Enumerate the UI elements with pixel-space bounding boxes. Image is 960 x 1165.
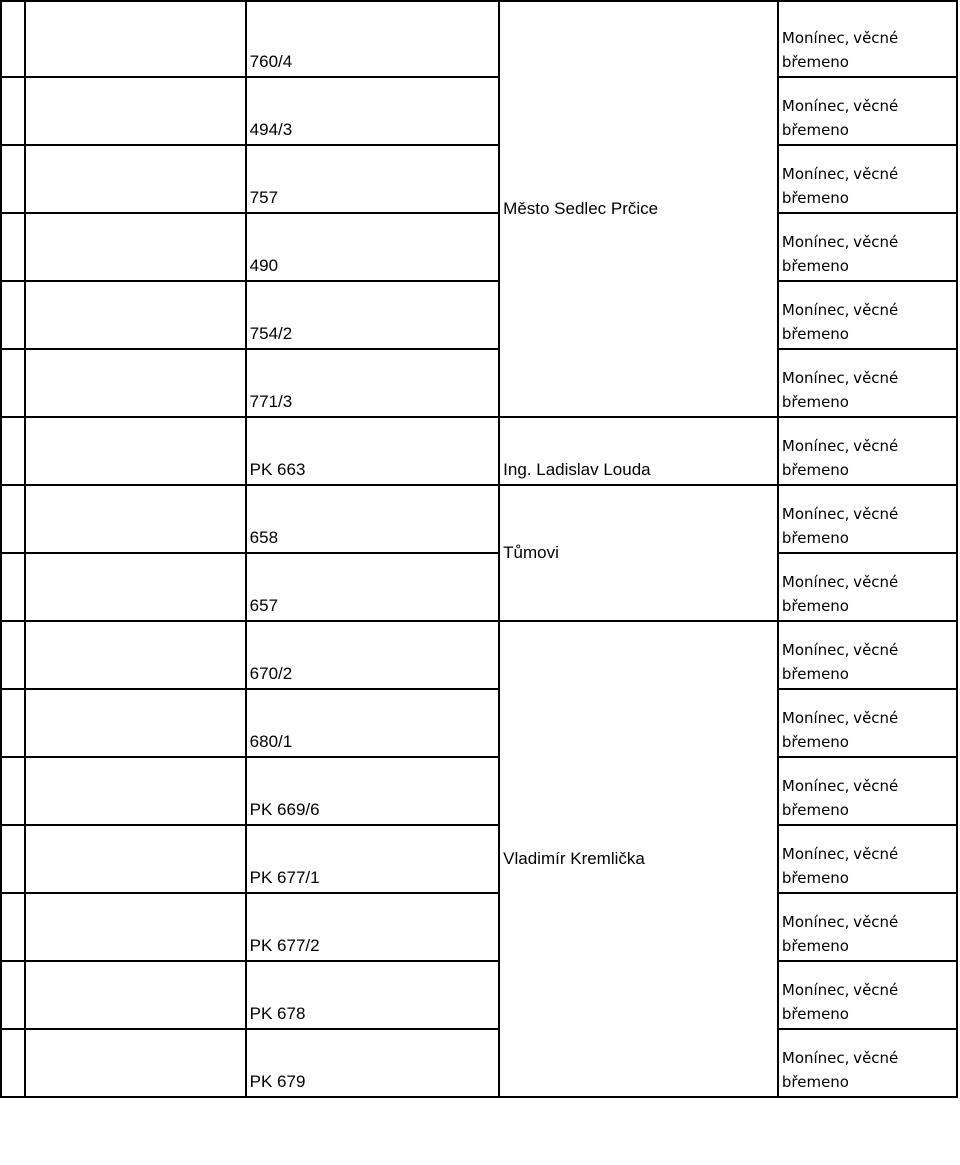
note-line-2: břemeno [781, 1005, 849, 1023]
note-line-2: břemeno [781, 665, 849, 683]
empty-cell [1, 213, 25, 281]
empty-cell [25, 281, 246, 349]
table-row [1, 1029, 957, 1097]
note-line-2: břemeno [781, 937, 849, 955]
empty-cell [1, 145, 25, 213]
table-row [1, 553, 957, 621]
parcel-number: PK 669/6 [246, 757, 500, 825]
parcel-number: PK 679 [246, 1029, 500, 1097]
empty-cell [1, 349, 25, 417]
table-row [1, 213, 957, 281]
note-line-2: břemeno [781, 801, 849, 819]
empty-cell [25, 757, 246, 825]
note-line-2: břemeno [781, 189, 849, 207]
note-line-2: břemeno [781, 529, 849, 547]
note-line-1: Monínec, věcné [781, 641, 899, 659]
parcel-number: PK 663 [246, 417, 500, 485]
parcel-number: 490 [246, 213, 500, 281]
parcel-number: 754/2 [246, 281, 500, 349]
empty-cell [25, 145, 246, 213]
table-row [1, 485, 957, 553]
note-line-1: Monínec, věcné [781, 981, 899, 999]
owner-name: Tůmovi [499, 485, 778, 621]
note-cell [778, 689, 957, 757]
note-cell [778, 1029, 957, 1097]
table-row [1, 757, 957, 825]
table-row [1, 77, 957, 145]
parcel-number: 658 [246, 485, 500, 553]
parcel-number: 657 [246, 553, 500, 621]
note-line-2: břemeno [781, 733, 849, 751]
empty-cell [1, 961, 25, 1029]
note-line-2: břemeno [781, 1073, 849, 1091]
owner-name: Vladimír Kremlička [499, 621, 778, 1097]
parcel-number: 494/3 [246, 77, 500, 145]
note-cell [778, 77, 957, 145]
parcel-number: 757 [246, 145, 500, 213]
table-row [1, 893, 957, 961]
note-line-2: břemeno [781, 461, 849, 479]
empty-cell [25, 417, 246, 485]
note-line-1: Monínec, věcné [781, 301, 899, 319]
note-line-2: břemeno [781, 325, 849, 343]
empty-cell [25, 689, 246, 757]
empty-cell [1, 893, 25, 961]
note-cell [778, 825, 957, 893]
parcel-number: 771/3 [246, 349, 500, 417]
parcel-number: PK 678 [246, 961, 500, 1029]
empty-cell [1, 77, 25, 145]
empty-cell [25, 349, 246, 417]
note-line-2: břemeno [781, 393, 849, 411]
note-line-1: Monínec, věcné [781, 505, 899, 523]
owner-name: Ing. Ladislav Louda [499, 417, 778, 485]
table-row [1, 1, 957, 77]
empty-cell [1, 553, 25, 621]
parcel-number: PK 677/1 [246, 825, 500, 893]
empty-cell [25, 213, 246, 281]
parcel-number: 670/2 [246, 621, 500, 689]
note-cell [778, 213, 957, 281]
table-row [1, 689, 957, 757]
note-cell [778, 621, 957, 689]
table-row [1, 145, 957, 213]
table-row [1, 349, 957, 417]
table-row [1, 621, 957, 689]
parcel-number: PK 677/2 [246, 893, 500, 961]
note-cell [778, 485, 957, 553]
empty-cell [1, 1029, 25, 1097]
note-line-1: Monínec, věcné [781, 777, 899, 795]
empty-cell [25, 621, 246, 689]
empty-cell [1, 621, 25, 689]
note-cell [778, 757, 957, 825]
note-cell [778, 1, 957, 77]
note-line-2: břemeno [781, 257, 849, 275]
empty-cell [25, 1029, 246, 1097]
note-line-2: břemeno [781, 869, 849, 887]
empty-cell [25, 893, 246, 961]
parcel-number: 760/4 [246, 1, 500, 77]
empty-cell [25, 961, 246, 1029]
note-cell [778, 893, 957, 961]
table-row [1, 961, 957, 1029]
table-row [1, 825, 957, 893]
note-line-1: Monínec, věcné [781, 165, 899, 183]
table-row [1, 417, 957, 485]
note-line-1: Monínec, věcné [781, 913, 899, 931]
note-line-1: Monínec, věcné [781, 709, 899, 727]
note-cell [778, 349, 957, 417]
note-line-1: Monínec, věcné [781, 1049, 899, 1067]
empty-cell [1, 689, 25, 757]
note-line-1: Monínec, věcné [781, 369, 899, 387]
note-cell [778, 417, 957, 485]
parcel-number: 680/1 [246, 689, 500, 757]
empty-cell [25, 1, 246, 77]
note-cell [778, 145, 957, 213]
empty-cell [25, 485, 246, 553]
note-line-2: břemeno [781, 121, 849, 139]
table-row [1, 281, 957, 349]
note-cell [778, 553, 957, 621]
empty-cell [1, 1, 25, 77]
note-line-1: Monínec, věcné [781, 29, 899, 47]
note-line-1: Monínec, věcné [781, 437, 899, 455]
note-line-1: Monínec, věcné [781, 573, 899, 591]
empty-cell [1, 281, 25, 349]
note-line-2: břemeno [781, 53, 849, 71]
empty-cell [25, 77, 246, 145]
note-line-1: Monínec, věcné [781, 97, 899, 115]
note-cell [778, 961, 957, 1029]
empty-cell [1, 825, 25, 893]
empty-cell [25, 825, 246, 893]
note-line-1: Monínec, věcné [781, 845, 899, 863]
empty-cell [1, 757, 25, 825]
note-cell [778, 281, 957, 349]
empty-cell [1, 485, 25, 553]
empty-cell [1, 417, 25, 485]
owner-name: Město Sedlec Prčice [499, 1, 778, 417]
empty-cell [25, 553, 246, 621]
note-line-1: Monínec, věcné [781, 233, 899, 251]
note-line-2: břemeno [781, 597, 849, 615]
